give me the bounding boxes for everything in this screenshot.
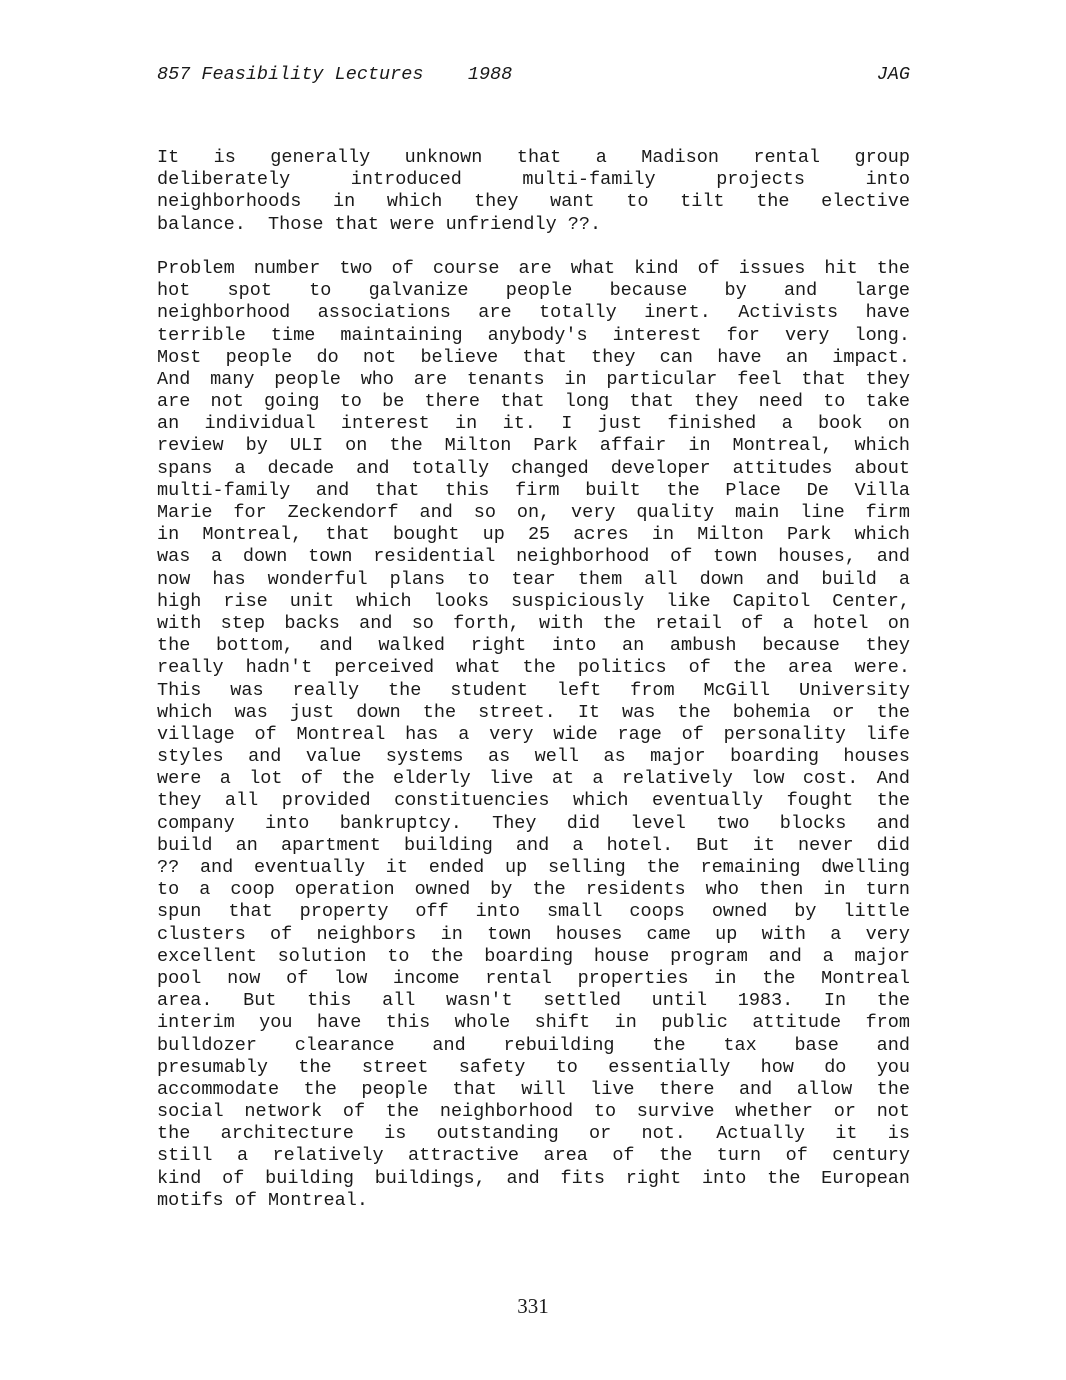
- text-line: an individual interest in it. I just finished a book on: [157, 413, 910, 435]
- text-line: were a lot of the elderly live at a relatively low cost. And: [157, 768, 910, 790]
- text-line: area. But this all wasn't settled until 1983. In the: [157, 990, 910, 1012]
- text-line: styles and value systems as well as major boarding houses: [157, 746, 910, 768]
- text-line: motifs of Montreal.: [157, 1189, 368, 1211]
- text-line: It is generally unknown that a Madison rental group: [157, 147, 910, 168]
- text-line: Most people do not believe that they can have an impact.: [157, 346, 910, 368]
- header-initials: JAG: [876, 64, 910, 85]
- text-line: pool now of low income rental properties in the Montreal: [157, 967, 910, 989]
- text-line: now has wonderful plans to tear them all down and build a: [157, 568, 910, 590]
- text-line: terrible time maintaining anybody's interest for very long.: [157, 324, 910, 346]
- text-line: ?? and eventually it ended up selling the remaining dwelling: [157, 857, 910, 878]
- text-line: clusters of neighbors in town houses came up with a very: [157, 923, 910, 945]
- text-line: spans a decade and totally changed developer attitudes about: [157, 457, 910, 479]
- text-line: neighborhoods in which they want to tilt the elective: [157, 191, 910, 213]
- text-line: are not going to be there that long that they need to take: [157, 391, 910, 413]
- text-line: really hadn't perceived what the politics of the area were.: [157, 657, 910, 679]
- text-line: high rise unit which looks suspiciously like Capitol Center,: [157, 590, 910, 612]
- text-line: in Montreal, that bought up 25 acres in Milton Park which: [157, 524, 910, 546]
- text-line: And many people who are tenants in particular feel that they: [157, 368, 910, 390]
- running-header: [157, 63, 910, 87]
- text-line: deliberately introduced multi-family projects into: [157, 169, 910, 191]
- text-line: the architecture is outstanding or not. Actually it is: [157, 1123, 910, 1145]
- text-line: bulldozer clearance and rebuilding the tax base and: [157, 1034, 910, 1056]
- text-line: Marie for Zeckendorf and so on, very quality main line firm: [157, 502, 910, 523]
- text-line: village of Montreal has a very wide rage of personality life: [157, 723, 910, 745]
- text-line: they all provided constituencies which eventually fought the: [157, 790, 910, 812]
- text-line: company into bankruptcy. They did level two blocks and: [157, 812, 910, 834]
- paragraph: [157, 147, 910, 236]
- paragraph: [157, 258, 910, 1212]
- text-line: to a coop operation owned by the residents who then in turn: [157, 879, 910, 901]
- text-line: kind of building buildings, and fits right into the European: [157, 1167, 910, 1189]
- text-line: This was really the student left from McGill University: [157, 679, 910, 701]
- text-line: which was just down the street. It was the bohemia or the: [157, 701, 910, 723]
- page-number: 331: [517, 1294, 549, 1318]
- text-line: balance. Those that were unfriendly ??.: [157, 213, 602, 235]
- text-line: the bottom, and walked right into an ambush because they: [157, 635, 910, 657]
- header-title: 857 Feasibility Lectures 1988: [157, 64, 513, 85]
- text-line: excellent solution to the boarding house program and a major: [157, 945, 910, 967]
- text-line: presumably the street safety to essentially how do you: [157, 1056, 910, 1078]
- text-line: Problem number two of course are what kind of issues hit the: [157, 257, 910, 279]
- text-line: with step backs and so forth, with the retail of a hotel on: [157, 612, 910, 634]
- text-line: accommodate the people that will live there and allow the: [157, 1078, 910, 1100]
- text-line: spun that property off into small coops owned by little: [157, 901, 910, 923]
- text-line: was a down town residential neighborhood of town houses, and: [157, 546, 910, 568]
- text-line: hot spot to galvanize people because by and large: [157, 280, 910, 302]
- text-line: social network of the neighborhood to survive whether or not: [157, 1101, 910, 1123]
- text-line: multi-family and that this firm built the Place De Villa: [157, 479, 910, 501]
- text-line: still a relatively attractive area of the turn of century: [157, 1145, 910, 1167]
- body-text: [157, 147, 910, 1234]
- text-line: review by ULI on the Milton Park affair in Montreal, which: [157, 435, 910, 457]
- text-line: build an apartment building and a hotel. But it never did: [157, 834, 910, 856]
- text-line: interim you have this whole shift in public attitude from: [157, 1012, 910, 1034]
- text-line: neighborhood associations are totally inert. Activists have: [157, 302, 910, 324]
